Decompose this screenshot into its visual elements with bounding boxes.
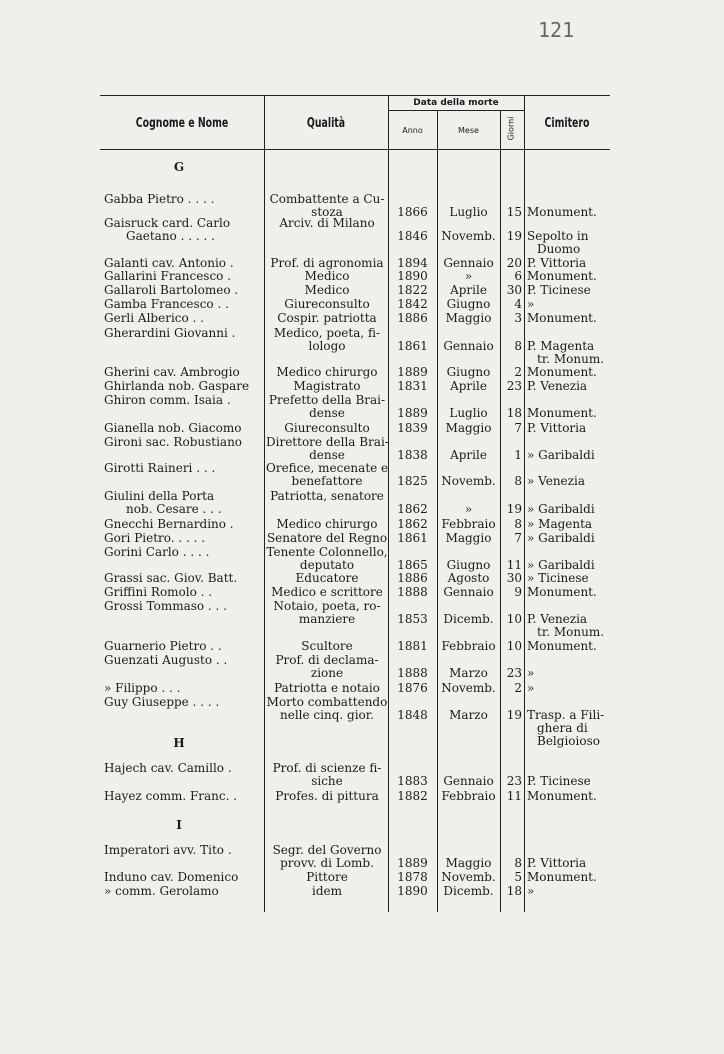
header-top-rule (100, 95, 610, 96)
person-quality: Magistrato (293, 379, 361, 393)
death-month: Giugno (446, 558, 491, 572)
cemetery-entry: » Garibaldi (527, 448, 595, 462)
person-quality: Medico e scrittore (271, 585, 383, 599)
death-month: Febbraio (441, 639, 496, 653)
death-year: 1866 (397, 205, 428, 219)
death-year: 1862 (397, 502, 428, 516)
person-quality-cont: zione (310, 666, 344, 680)
person-name: Hayez comm. Franc. . (104, 789, 238, 803)
person-name: Gorini Carlo . . . . (104, 545, 210, 559)
person-quality-cont: stoza (311, 205, 343, 219)
section-letter-g: G (173, 160, 185, 174)
cemetery-entry: » (527, 884, 535, 898)
header-day: Giorni (506, 116, 516, 141)
cemetery-entry: P. Venezia (527, 612, 588, 626)
death-day: 23 (506, 666, 522, 680)
death-month: Gennaio (443, 256, 494, 270)
cemetery-entry: Monument. (527, 585, 597, 599)
column-divider-5 (524, 95, 525, 912)
death-year: 1865 (397, 558, 428, 572)
person-name: Grassi sac. Giov. Batt. (104, 571, 238, 585)
cemetery-entry: » Garibaldi (527, 558, 595, 572)
death-month: Febbraio (441, 789, 496, 803)
death-year: 1889 (397, 406, 428, 420)
death-day: 8 (514, 517, 522, 531)
cemetery-entry: Monument. (527, 789, 597, 803)
death-day: 7 (514, 531, 522, 545)
death-year: 1848 (397, 708, 428, 722)
person-name: Gori Pietro. . . . . (104, 531, 206, 545)
death-year: 1888 (397, 666, 428, 680)
page-number-mark: 121 (538, 18, 575, 42)
person-quality-cont: nelle cinq. gior. (280, 708, 374, 722)
death-year: 1894 (397, 256, 428, 270)
cemetery-entry: Monument. (527, 365, 597, 379)
death-month: Gennaio (443, 774, 494, 788)
cemetery-entry: » Magenta (527, 517, 593, 531)
person-name: » comm. Gerolamo (104, 884, 219, 898)
death-month: Dicemb. (443, 612, 494, 626)
death-day: 8 (514, 339, 522, 353)
person-quality: Prefetto della Brai- (268, 393, 386, 407)
death-year: 1822 (397, 283, 428, 297)
person-quality: Giureconsulto (284, 297, 370, 311)
death-month: » (464, 502, 473, 516)
person-quality-cont: lologo (308, 339, 346, 353)
section-letter-i: I (176, 818, 182, 832)
cemetery-entry: » Venezia (527, 474, 585, 488)
date-subheader-rule (388, 110, 524, 111)
death-month: Agosto (447, 571, 490, 585)
cemetery-entry: P. Magenta (527, 339, 595, 353)
cemetery-entry: Monument. (527, 311, 597, 325)
cemetery-entry: P. Vittoria (527, 421, 587, 435)
death-day: 4 (514, 297, 522, 311)
death-day: 7 (514, 421, 522, 435)
header-quality (264, 116, 388, 131)
person-name: Galanti cav. Antonio . (104, 256, 234, 270)
death-month: Maggio (445, 856, 492, 870)
cemetery-entry: » Garibaldi (527, 502, 595, 516)
death-day: 8 (514, 856, 522, 870)
person-quality: Educatore (295, 571, 359, 585)
death-year: 1890 (397, 884, 428, 898)
death-year: 1853 (397, 612, 428, 626)
death-day: 23 (506, 774, 522, 788)
death-month: Aprile (450, 379, 487, 393)
header-bottom-rule (100, 149, 610, 150)
person-name: Imperatori avv. Tito . (104, 843, 232, 857)
death-year: 1881 (397, 639, 428, 653)
person-quality-cont: siche (311, 774, 343, 788)
person-quality: Cospir. patriotta (277, 311, 377, 325)
cemetery-entry: » Ticinese (527, 571, 589, 585)
cemetery-entry: Monument. (527, 406, 597, 420)
death-day: 19 (506, 708, 522, 722)
death-year: 1889 (397, 856, 428, 870)
cemetery-entry: P. Ticinese (527, 283, 591, 297)
header-name-text: Cognome e Nome (135, 116, 229, 131)
person-name: Girotti Raineri . . . (104, 461, 216, 475)
death-month: Giugno (446, 365, 491, 379)
death-day: 6 (514, 269, 522, 283)
cemetery-entry: P. Vittoria (527, 856, 587, 870)
cemetery-entry: P. Vittoria (527, 256, 587, 270)
death-month: Luglio (449, 205, 488, 219)
death-day: 30 (506, 571, 522, 585)
person-name: Ghirlanda nob. Gaspare (104, 379, 250, 393)
person-quality: Prof. di declama- (275, 653, 379, 667)
person-quality: Pittore (306, 870, 348, 884)
header-year (388, 126, 437, 135)
death-month: Novemb. (441, 229, 496, 243)
person-quality: Prof. di agronomia (270, 256, 384, 270)
person-quality: Medico chirurgo (276, 517, 378, 531)
death-month: Febbraio (441, 517, 496, 531)
header-month-text: Mese (458, 126, 479, 135)
death-day: 15 (506, 205, 522, 219)
header-cemetery (524, 116, 610, 131)
person-name-cont: nob. Cesare . . . (126, 502, 222, 516)
section-letter-h: H (173, 736, 185, 750)
person-quality: Scultore (301, 639, 353, 653)
death-year: 1861 (397, 339, 428, 353)
death-month: Luglio (449, 406, 488, 420)
person-name: Grossi Tommaso . . . (104, 599, 227, 613)
person-name: Induno cav. Domenico (104, 870, 239, 884)
person-quality: Combattente a Cu- (269, 192, 385, 206)
death-month: Maggio (445, 311, 492, 325)
person-quality: Arciv. di Milano (279, 216, 375, 230)
person-name: Gnecchi Bernardino . (104, 517, 234, 531)
cemetery-entry: » (527, 666, 535, 680)
death-month: Novemb. (441, 474, 496, 488)
death-month: Gennaio (443, 339, 494, 353)
person-name: Guarnerio Pietro . . (104, 639, 222, 653)
person-quality: Profes. di pittura (275, 789, 379, 803)
person-quality-cont: provv. di Lomb. (280, 856, 374, 870)
death-year: 1886 (397, 311, 428, 325)
person-quality: Patriotta, senatore (270, 489, 384, 503)
death-day: 10 (506, 639, 522, 653)
person-name: Gherini cav. Ambrogio (104, 365, 240, 379)
death-year: 1831 (397, 379, 428, 393)
person-quality: Direttore della Brai- (266, 435, 389, 449)
person-name: Hajech cav. Camillo . (104, 761, 232, 775)
cemetery-entry-cont: Duomo (537, 242, 581, 256)
header-year-text: Anno (402, 126, 423, 135)
person-name: Gaisruck card. Carlo (104, 216, 231, 230)
person-name: Gamba Francesco . . (104, 297, 229, 311)
death-day: 3 (514, 311, 522, 325)
person-quality: Notaio, poeta, ro- (273, 599, 381, 613)
death-year: 1888 (397, 585, 428, 599)
cemetery-entry: Monument. (527, 639, 597, 653)
death-year: 1838 (397, 448, 428, 462)
cemetery-entry: Monument. (527, 269, 597, 283)
person-quality: Medico chirurgo (276, 365, 378, 379)
death-day: 1 (514, 448, 522, 462)
person-name: Gabba Pietro . . . . (104, 192, 215, 206)
death-month: » (464, 269, 473, 283)
death-year: 1890 (397, 269, 428, 283)
person-name: Ghiron comm. Isaia . (104, 393, 231, 407)
header-death-date (388, 98, 524, 108)
person-quality: Patriotta e notaio (274, 681, 380, 695)
person-quality-cont: deputato (299, 558, 355, 572)
death-month: Maggio (445, 421, 492, 435)
person-quality: Segr. del Governo (272, 843, 382, 857)
header-name (100, 116, 264, 131)
person-quality-cont: benefattore (291, 474, 363, 488)
person-quality: Giureconsulto (284, 421, 370, 435)
death-month: Maggio (445, 531, 492, 545)
cemetery-entry-cont: ghera di (537, 721, 588, 735)
death-year: 1861 (397, 531, 428, 545)
death-day: 11 (506, 789, 522, 803)
death-year: 1846 (397, 229, 428, 243)
cemetery-entry-cont: tr. Monum. (537, 352, 605, 366)
death-month: Novemb. (441, 870, 496, 884)
person-quality: Prof. di scienze fi- (272, 761, 382, 775)
cemetery-entry-cont: Belgioioso (537, 734, 600, 748)
death-day: 20 (506, 256, 522, 270)
death-year: 1886 (397, 571, 428, 585)
person-quality: Medico (304, 269, 350, 283)
header-death-date-text: Data della morte (413, 98, 499, 108)
person-quality: Medico (304, 283, 350, 297)
death-year: 1862 (397, 517, 428, 531)
cemetery-entry: Monument. (527, 205, 597, 219)
cemetery-entry: Monument. (527, 870, 597, 884)
person-quality: Orefice, mecenate e (266, 461, 389, 475)
person-quality: Morto combattendo (266, 695, 388, 709)
death-month: Marzo (449, 666, 488, 680)
person-quality: Tenente Colonnello, (266, 545, 388, 559)
death-day: 19 (506, 502, 522, 516)
death-day: 2 (514, 681, 522, 695)
header-cemetery-text: Cimitero (544, 116, 590, 131)
death-year: 1889 (397, 365, 428, 379)
person-name: Gallaroli Bartolomeo . (104, 283, 239, 297)
person-quality: Senatore del Regno (266, 531, 388, 545)
death-day: 19 (506, 229, 522, 243)
person-name: Griffini Romolo . . (104, 585, 213, 599)
death-day: 10 (506, 612, 522, 626)
death-month: Aprile (450, 283, 487, 297)
death-day: 2 (514, 365, 522, 379)
death-year: 1876 (397, 681, 428, 695)
death-year: 1842 (397, 297, 428, 311)
person-name: Guy Giuseppe . . . . (104, 695, 220, 709)
death-month: Dicemb. (443, 884, 494, 898)
death-year: 1878 (397, 870, 428, 884)
death-month: Aprile (450, 448, 487, 462)
person-name: Giulini della Porta (104, 489, 215, 503)
death-month: Giugno (446, 297, 491, 311)
person-quality: Medico, poeta, fi- (273, 326, 381, 340)
death-year: 1839 (397, 421, 428, 435)
header-quality-text: Qualità (306, 116, 346, 131)
person-name: Gherardini Giovanni . (104, 326, 236, 340)
cemetery-entry: P. Venezia (527, 379, 588, 393)
cemetery-entry: Trasp. a Fili- (527, 708, 605, 722)
person-quality-cont: manziere (298, 612, 356, 626)
column-divider-1 (264, 95, 265, 912)
death-year: 1825 (397, 474, 428, 488)
person-quality: idem (312, 884, 342, 898)
death-day: 18 (506, 406, 522, 420)
death-year: 1883 (397, 774, 428, 788)
cemetery-entry: » (527, 297, 535, 311)
death-day: 23 (506, 379, 522, 393)
header-month (437, 126, 500, 135)
death-day: 5 (514, 870, 522, 884)
death-day: 11 (506, 558, 522, 572)
person-name: Gerli Alberico . . (104, 311, 204, 325)
death-month: Novemb. (441, 681, 496, 695)
person-name: Guenzati Augusto . . (104, 653, 228, 667)
cemetery-entry: P. Ticinese (527, 774, 591, 788)
death-day: 9 (514, 585, 522, 599)
death-day: 18 (506, 884, 522, 898)
person-name: Gallarini Francesco . (104, 269, 232, 283)
death-month: Gennaio (443, 585, 494, 599)
death-day: 30 (506, 283, 522, 297)
person-name-cont: Gaetano . . . . . (126, 229, 215, 243)
person-quality-cont: dense (309, 406, 345, 420)
person-name: » Filippo . . . (104, 681, 181, 695)
person-name: Gironi sac. Robustiano (104, 435, 243, 449)
cemetery-entry-cont: tr. Monum. (537, 625, 605, 639)
death-year: 1882 (397, 789, 428, 803)
cemetery-entry: » Garibaldi (527, 531, 595, 545)
person-name: Gianella nob. Giacomo (104, 421, 242, 435)
person-quality-cont: dense (309, 448, 345, 462)
cemetery-entry: » (527, 681, 535, 695)
cemetery-entry: Sepolto in (527, 229, 589, 243)
death-month: Marzo (449, 708, 488, 722)
death-day: 8 (514, 474, 522, 488)
